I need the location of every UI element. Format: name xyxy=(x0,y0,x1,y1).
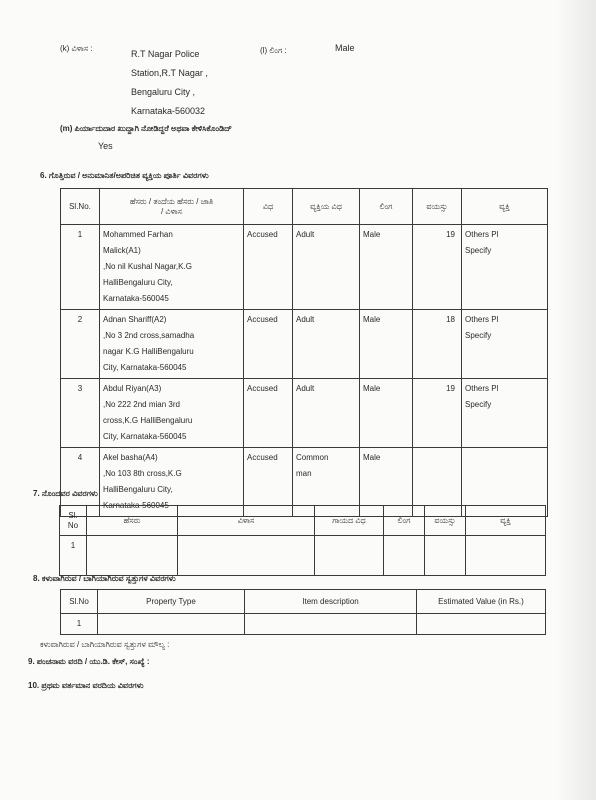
col-address-label: / ವಿಳಾಸ xyxy=(160,206,183,216)
detail-line: HalliBengaluru City, xyxy=(103,485,173,494)
detail-line: ,No nil Kushal Nagar,K.G xyxy=(103,262,192,271)
row-gender: Male xyxy=(360,310,413,379)
col-slno xyxy=(60,506,87,536)
k-address xyxy=(131,45,208,121)
row-person xyxy=(462,225,548,310)
table-header-row xyxy=(61,189,548,225)
col-slno: Sl.No. xyxy=(61,189,100,225)
k-address-line: Karnataka-560032 xyxy=(131,106,206,116)
property-table xyxy=(60,589,546,635)
section7-heading: 7. ನೊಂದವರ ವಿವರಗಳು xyxy=(33,489,98,498)
section9-heading: 9. ಪಂಚನಾಮ ವರದಿ / ಯು.ಡಿ. ಕೇಸ್, ಸಂಖ್ಯೆ : xyxy=(28,657,150,666)
k-address-line: R.T Nagar Police xyxy=(131,49,200,59)
row-person-type: Adult xyxy=(293,310,360,379)
table-row xyxy=(60,536,546,576)
person-type-line: man xyxy=(296,469,312,478)
l-label: (l) ಲಿಂಗ : xyxy=(260,46,287,55)
row-person-type: Adult xyxy=(293,225,360,310)
col-estimated-value: Estimated Value (in Rs.) xyxy=(417,590,546,614)
row-age: 19 xyxy=(413,225,462,310)
detail-line: nagar K.G HalliBengaluru xyxy=(103,347,194,356)
col-injury-type: ಗಾಯದ ವಿಧ xyxy=(315,506,384,536)
row-cell xyxy=(315,536,384,576)
k-label: (k) ವಿಳಾಸ : xyxy=(60,44,93,53)
col-name-label: ಹೆಸರು / ತಂದೆಯ ಹೆಸರು / ಜಾತಿ xyxy=(129,196,214,206)
detail-line: Akel basha(A4) xyxy=(103,453,158,462)
row-gender: Male xyxy=(360,379,413,448)
row-cell xyxy=(178,536,315,576)
person-line: Specify xyxy=(465,400,492,409)
row-age: 18 xyxy=(413,310,462,379)
row-gender: Male xyxy=(360,225,413,310)
detail-line: Mohammed Farhan xyxy=(103,230,173,239)
row-person-type: Adult xyxy=(293,379,360,448)
victims-table xyxy=(59,505,546,576)
col-gender: ಲಿಂಗ xyxy=(384,506,425,536)
col-age: ವಯಸ್ಸು xyxy=(413,189,462,225)
col-slno-line: No xyxy=(67,520,79,530)
col-age: ವಯಸ್ಸು xyxy=(425,506,466,536)
k-address-line: Station,R.T Nagar , xyxy=(131,68,208,78)
table-header-row xyxy=(60,506,546,536)
person-line: Others Pl xyxy=(465,315,499,324)
row-sl: 4 xyxy=(61,448,100,517)
col-address: ವಿಳಾಸ xyxy=(178,506,315,536)
col-type: ವಿಧ xyxy=(244,189,293,225)
row-cell xyxy=(87,536,178,576)
property-value-label: ಕಳುವಾಗಿರುವ / ಬಾಗಿಯಾಗಿರುವ ಸ್ವತ್ತುಗಳ ಮೌಲ್ಯ : xyxy=(40,640,170,649)
row-details xyxy=(100,225,244,310)
person-line: Specify xyxy=(465,331,492,340)
detail-line: City, Karnataka-560045 xyxy=(103,363,187,372)
col-name: ಹೆಸರು xyxy=(87,506,178,536)
row-sl: 2 xyxy=(61,310,100,379)
col-person: ವ್ಯಕ್ತಿ xyxy=(466,506,546,536)
k-address-line: Bengaluru City , xyxy=(131,87,196,97)
row-cell xyxy=(245,614,417,635)
person-type-line: Common xyxy=(296,453,329,462)
row-type: Accused xyxy=(244,310,293,379)
table-row xyxy=(61,225,548,310)
section6-heading: 6. ಗೊತ್ತಿರುವ / ಅನುಮಾನಿತ/ಅಪರಿಚಿತ ವ್ಯಕ್ತಿಯ ಪೂರ್ತಿ ವಿವರಗಳು xyxy=(40,171,209,180)
row-sl: 1 xyxy=(61,225,100,310)
col-name-address xyxy=(100,189,244,225)
detail-line: City, Karnataka-560045 xyxy=(103,432,187,441)
row-details xyxy=(100,310,244,379)
detail-line: Karnataka-560045 xyxy=(103,501,169,510)
detail-line: Karnataka-560045 xyxy=(103,294,169,303)
section10-heading: 10. ಪ್ರಥಮ ವರ್ತಮಾನ ವರದಿಯ ವಿವರಗಳು xyxy=(28,681,144,690)
col-person-type: ವ್ಯಕ್ತಿಯ ವಿಧ xyxy=(293,189,360,225)
detail-line: cross,K.G HalliBengaluru xyxy=(103,416,193,425)
person-line: Specify xyxy=(465,246,492,255)
detail-line: ,No 222 2nd mian 3rd xyxy=(103,400,180,409)
row-type: Accused xyxy=(244,379,293,448)
detail-line: HalliBengaluru City, xyxy=(103,278,173,287)
col-person: ವ್ಯಕ್ತಿ xyxy=(462,189,548,225)
row-gender: Male xyxy=(360,448,413,517)
row-sl: 1 xyxy=(61,614,98,635)
row-type: Accused xyxy=(244,225,293,310)
col-slno: Sl.No xyxy=(61,590,98,614)
accused-table xyxy=(60,188,548,517)
row-age: 19 xyxy=(413,379,462,448)
row-sl: 3 xyxy=(61,379,100,448)
m-label: (m) ಪಿರ್ಯಾದುದಾರ ಖುದ್ದಾಗಿ ನೋಡಿದ್ದರೆ ಅಥವಾ ಕೇಳಿಸಿಕೊಂಡಿದ್ xyxy=(60,124,232,133)
detail-line: ,No 103 8th cross,K.G xyxy=(103,469,182,478)
section8-heading: 8. ಕಳುವಾಗಿರುವ / ಬಾಗಿಯಾಗಿರುವ ಸ್ವತ್ತುಗಳ ವಿವರಗಳು xyxy=(33,574,176,583)
detail-line: ,No 3 2nd cross,samadha xyxy=(103,331,195,340)
row-details xyxy=(100,379,244,448)
person-line: Others Pl xyxy=(465,230,499,239)
page-edge-shadow xyxy=(556,0,596,800)
l-value: Male xyxy=(335,43,355,53)
col-property-type: Property Type xyxy=(98,590,245,614)
m-value: Yes xyxy=(98,141,113,151)
col-item-description: Item description xyxy=(245,590,417,614)
table-row xyxy=(61,379,548,448)
row-cell xyxy=(425,536,466,576)
person-line: Others Pl xyxy=(465,384,499,393)
row-cell xyxy=(384,536,425,576)
row-person xyxy=(462,379,548,448)
col-gender: ಲಿಂಗ xyxy=(360,189,413,225)
table-header-row xyxy=(61,590,546,614)
table-row xyxy=(61,310,548,379)
row-person xyxy=(462,310,548,379)
table-row xyxy=(61,614,546,635)
detail-line: Malick(A1) xyxy=(103,246,141,255)
row-type: Accused xyxy=(244,448,293,517)
row-cell xyxy=(98,614,245,635)
detail-line: Abdul Riyan(A3) xyxy=(103,384,162,393)
detail-line: Adnan Shariff(A2) xyxy=(103,315,167,324)
col-slno-line: Sl. xyxy=(68,510,78,520)
row-cell xyxy=(417,614,546,635)
row-cell xyxy=(466,536,546,576)
row-sl: 1 xyxy=(60,536,87,576)
